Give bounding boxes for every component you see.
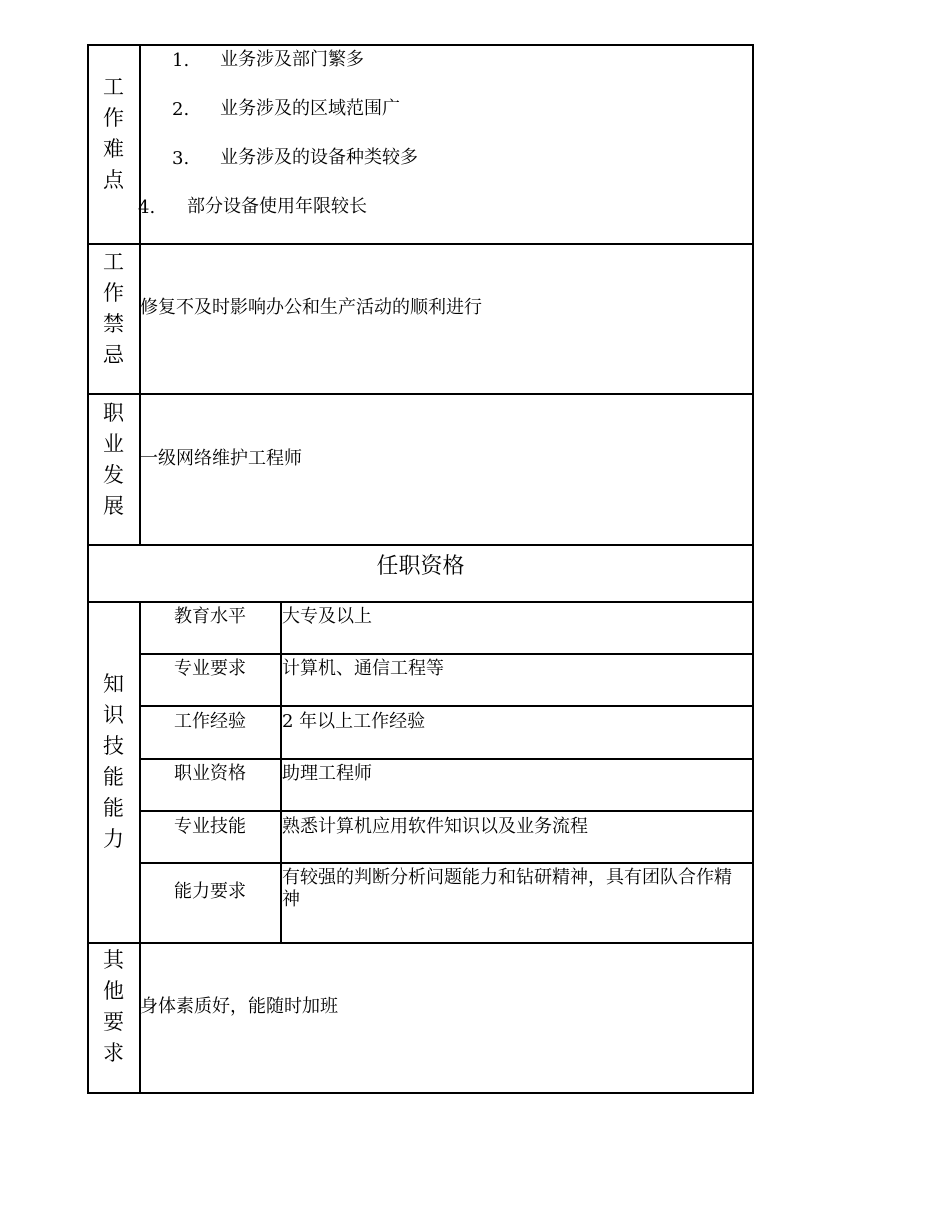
skill-value: 2 年以上工作经验: [282, 711, 426, 732]
heading-char: 忌: [103, 343, 124, 367]
difficulty-item-number: 2.: [172, 99, 190, 120]
heading-char: 能: [103, 796, 124, 820]
heading-char: 求: [103, 1041, 124, 1065]
skill-value: 计算机、通信工程等: [282, 658, 444, 679]
skill-label: 能力要求: [174, 881, 246, 902]
difficulty-item-text: 业务涉及的区域范围广: [220, 98, 400, 119]
heading-char: 作: [103, 106, 124, 130]
heading-char: 展: [103, 494, 124, 518]
heading-char: 禁: [103, 312, 124, 336]
row-divider: [87, 601, 754, 603]
heading-char: 他: [103, 979, 124, 1003]
skill-value: 熟悉计算机应用软件知识以及业务流程: [282, 816, 588, 837]
heading-char: 知: [103, 672, 124, 696]
skill-value: 大专及以上: [282, 606, 372, 627]
heading-char: 识: [103, 703, 124, 727]
skills-heading: [88, 669, 139, 855]
career-heading: [88, 398, 139, 522]
skill-label: 专业技能: [174, 816, 246, 837]
career-text: 一级网络维护工程师: [140, 448, 302, 469]
difficulty-item-text: 部分设备使用年限较长: [187, 196, 367, 217]
difficulty-item-number: 1.: [172, 50, 190, 71]
difficulty-item-number: 3.: [172, 148, 190, 169]
table-border-top: [87, 44, 754, 46]
heading-char: 能: [103, 765, 124, 789]
heading-char: 发: [103, 463, 124, 487]
heading-char: 工: [103, 250, 124, 274]
row-divider: [139, 758, 754, 760]
heading-char: 技: [103, 734, 124, 758]
skill-label: 教育水平: [174, 606, 246, 627]
difficulty-item-text: 业务涉及部门繁多: [220, 49, 364, 70]
heading-char: 业: [103, 432, 124, 456]
row-divider: [87, 942, 754, 944]
other-heading: [88, 945, 139, 1069]
skill-value: 有较强的判断分析问题能力和钻研精神，具有团队合作精神: [282, 867, 732, 910]
row-divider: [87, 243, 754, 245]
skill-label: 专业要求: [174, 658, 246, 679]
difficulty-heading: [88, 72, 139, 196]
skill-label: 工作经验: [174, 711, 246, 732]
skill-value: 助理工程师: [282, 763, 372, 784]
heading-char: 难: [103, 137, 124, 161]
difficulty-item-text: 业务涉及的设备种类较多: [220, 147, 418, 168]
heading-char: 力: [103, 827, 124, 851]
row-divider: [87, 544, 754, 546]
difficulty-item-number: 4.: [138, 197, 156, 218]
row-divider: [139, 810, 754, 812]
heading-char: 要: [103, 1010, 124, 1034]
heading-char: 职: [103, 401, 124, 425]
skill-label: 职业资格: [174, 763, 246, 784]
row-divider: [139, 705, 754, 707]
table-border-bottom: [87, 1092, 754, 1094]
heading-char: 工: [103, 75, 124, 99]
row-divider: [139, 862, 754, 864]
other-text: 身体素质好，能随时加班: [140, 996, 338, 1017]
qualification-section-title: 任职资格: [376, 554, 465, 579]
row-divider: [87, 393, 754, 395]
taboo-heading: [88, 247, 139, 371]
taboo-text: 修复不及时影响办公和生产活动的顺利进行: [140, 297, 482, 318]
heading-char: 其: [103, 948, 124, 972]
heading-char: 作: [103, 281, 124, 305]
heading-char: 点: [103, 168, 124, 192]
row-divider: [139, 653, 754, 655]
